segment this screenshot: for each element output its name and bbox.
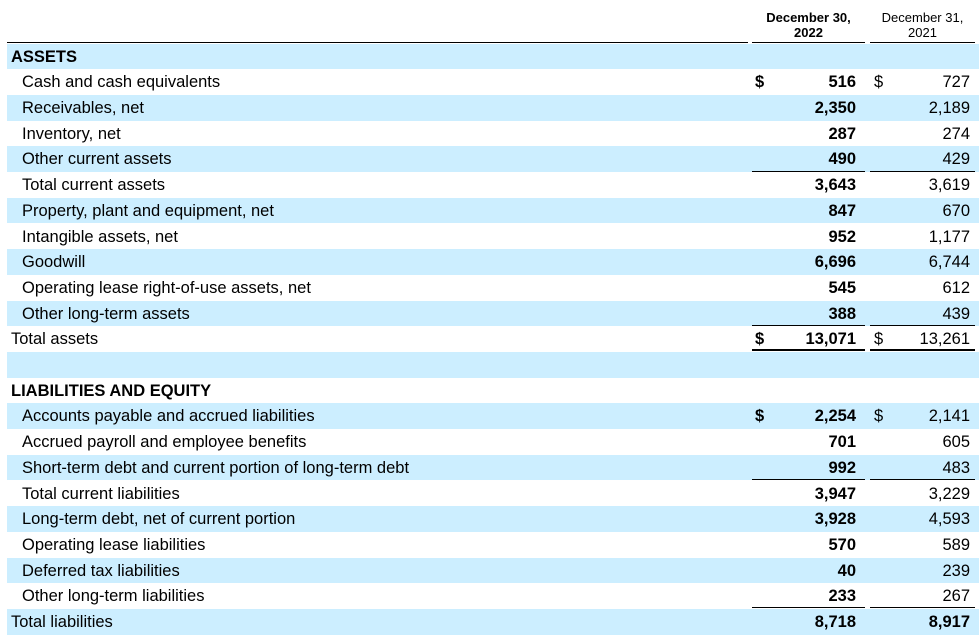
subtotal-rule: [870, 479, 975, 480]
row-label: Operating lease right-of-use assets, net: [22, 278, 311, 297]
table-row: [7, 506, 979, 532]
value-2022: 40: [837, 561, 856, 580]
column-header-2022-line1: December 30,: [766, 10, 851, 25]
row-label: Long-term debt, net of current portion: [22, 510, 296, 529]
row-label: Cash and cash equivalents: [22, 73, 221, 92]
currency-symbol: $: [755, 407, 765, 426]
table-row: [7, 558, 979, 584]
value-2022: 701: [828, 433, 856, 452]
value-2021: 8,917: [928, 613, 970, 631]
row-label: Property, plant and equipment, net: [22, 201, 274, 220]
value-2022: 545: [828, 278, 856, 297]
value-2021: 4,593: [928, 510, 970, 529]
subtotal-rule: [752, 325, 865, 326]
table-row: [7, 301, 979, 327]
value-2022: 2,254: [814, 407, 856, 426]
table-row: [7, 69, 979, 95]
column-header-2021-line1: December 31,: [881, 10, 964, 25]
column-header-2022: [752, 10, 865, 40]
value-2022: 8,718: [814, 613, 856, 631]
value-2021: 589: [942, 535, 970, 554]
currency-symbol: $: [874, 330, 884, 349]
row-label: Total current liabilities: [22, 484, 180, 503]
value-2021: 429: [942, 150, 970, 169]
value-2022: 287: [828, 124, 856, 143]
table-row: [7, 583, 979, 609]
table-row: [7, 121, 979, 147]
value-2021: 439: [942, 304, 970, 323]
value-2022: 570: [828, 535, 856, 554]
column-header-2022-line2: 2022: [794, 25, 823, 40]
subtotal-rule: [870, 607, 975, 608]
value-2021: 670: [942, 201, 970, 220]
row-label: Deferred tax liabilities: [22, 561, 180, 580]
value-2022: 516: [828, 73, 856, 92]
currency-symbol: $: [874, 407, 884, 426]
table-row: [7, 198, 979, 224]
row-label: Operating lease liabilities: [22, 535, 206, 554]
value-2021: 483: [942, 458, 970, 477]
table-row: [7, 224, 979, 250]
value-2021: 267: [942, 587, 970, 606]
subtotal-rule: [870, 171, 975, 172]
table-row: [7, 146, 979, 172]
value-2021: 274: [942, 124, 970, 143]
subtotal-rule: [752, 607, 865, 608]
value-2021: 6,744: [928, 253, 970, 272]
section-heading-row: [7, 44, 979, 70]
section-heading-assets: ASSETS: [11, 47, 78, 66]
total-rule: [752, 349, 865, 351]
column-header-2021: [870, 10, 975, 40]
row-label: Total current assets: [22, 176, 166, 195]
value-2022: 490: [828, 150, 856, 169]
value-2022: 13,071: [805, 330, 856, 349]
table-row: [7, 532, 979, 558]
currency-symbol: $: [755, 330, 765, 349]
value-2021: 2,189: [928, 99, 970, 117]
table-row: [7, 275, 979, 301]
row-label: Other long-term assets: [22, 304, 190, 323]
row-label: Intangible assets, net: [22, 227, 178, 246]
value-2022: 847: [828, 201, 856, 220]
row-label: Receivables, net: [22, 99, 144, 117]
value-2021: 1,177: [928, 227, 970, 246]
row-label: Accrued payroll and employee benefits: [22, 433, 307, 452]
row-label: Goodwill: [22, 253, 86, 272]
row-label: Other long-term liabilities: [22, 587, 205, 606]
value-2021: 612: [942, 278, 970, 297]
value-2022: 6,696: [814, 253, 856, 272]
value-2021: 13,261: [919, 330, 970, 349]
row-label: Short-term debt and current portion of long-term debt: [22, 458, 410, 477]
row-label: Other current assets: [22, 150, 172, 169]
currency-symbol: $: [755, 73, 765, 92]
value-2022: 3,947: [814, 484, 856, 503]
table-row: [7, 481, 979, 507]
value-2021: 605: [942, 433, 970, 452]
value-2021: 3,229: [928, 484, 970, 503]
table-row: [7, 172, 979, 198]
row-label: Accounts payable and accrued liabilities: [22, 407, 315, 426]
spacer-row: [7, 352, 979, 378]
value-2021: 3,619: [928, 176, 970, 195]
value-2022: 2,350: [814, 99, 856, 117]
value-2021: 2,141: [928, 407, 970, 426]
value-2022: 3,928: [814, 510, 856, 529]
total-rule: [870, 349, 975, 351]
currency-symbol: $: [874, 73, 884, 92]
section-heading-liabilities: LIABILITIES AND EQUITY: [11, 381, 212, 400]
value-2022: 952: [828, 227, 856, 246]
row-label: Total liabilities: [11, 613, 113, 631]
value-2021: 727: [942, 73, 970, 92]
table-row: [7, 95, 979, 121]
value-2021: 239: [942, 561, 970, 580]
table-row: [7, 455, 979, 481]
table-row-total: [7, 609, 979, 635]
table-row: [7, 378, 979, 404]
value-2022: 388: [828, 304, 856, 323]
table-row: [7, 403, 979, 429]
table-row: [7, 249, 979, 275]
value-2022: 992: [828, 458, 856, 477]
subtotal-rule: [752, 479, 865, 480]
table-row: [7, 429, 979, 455]
column-header-2021-line2: 2021: [908, 25, 937, 40]
row-label: Total assets: [11, 330, 99, 349]
row-label: Inventory, net: [22, 124, 121, 143]
value-2022: 3,643: [814, 176, 856, 195]
value-2022: 233: [828, 587, 856, 606]
subtotal-rule: [870, 325, 975, 326]
subtotal-rule: [752, 171, 865, 172]
